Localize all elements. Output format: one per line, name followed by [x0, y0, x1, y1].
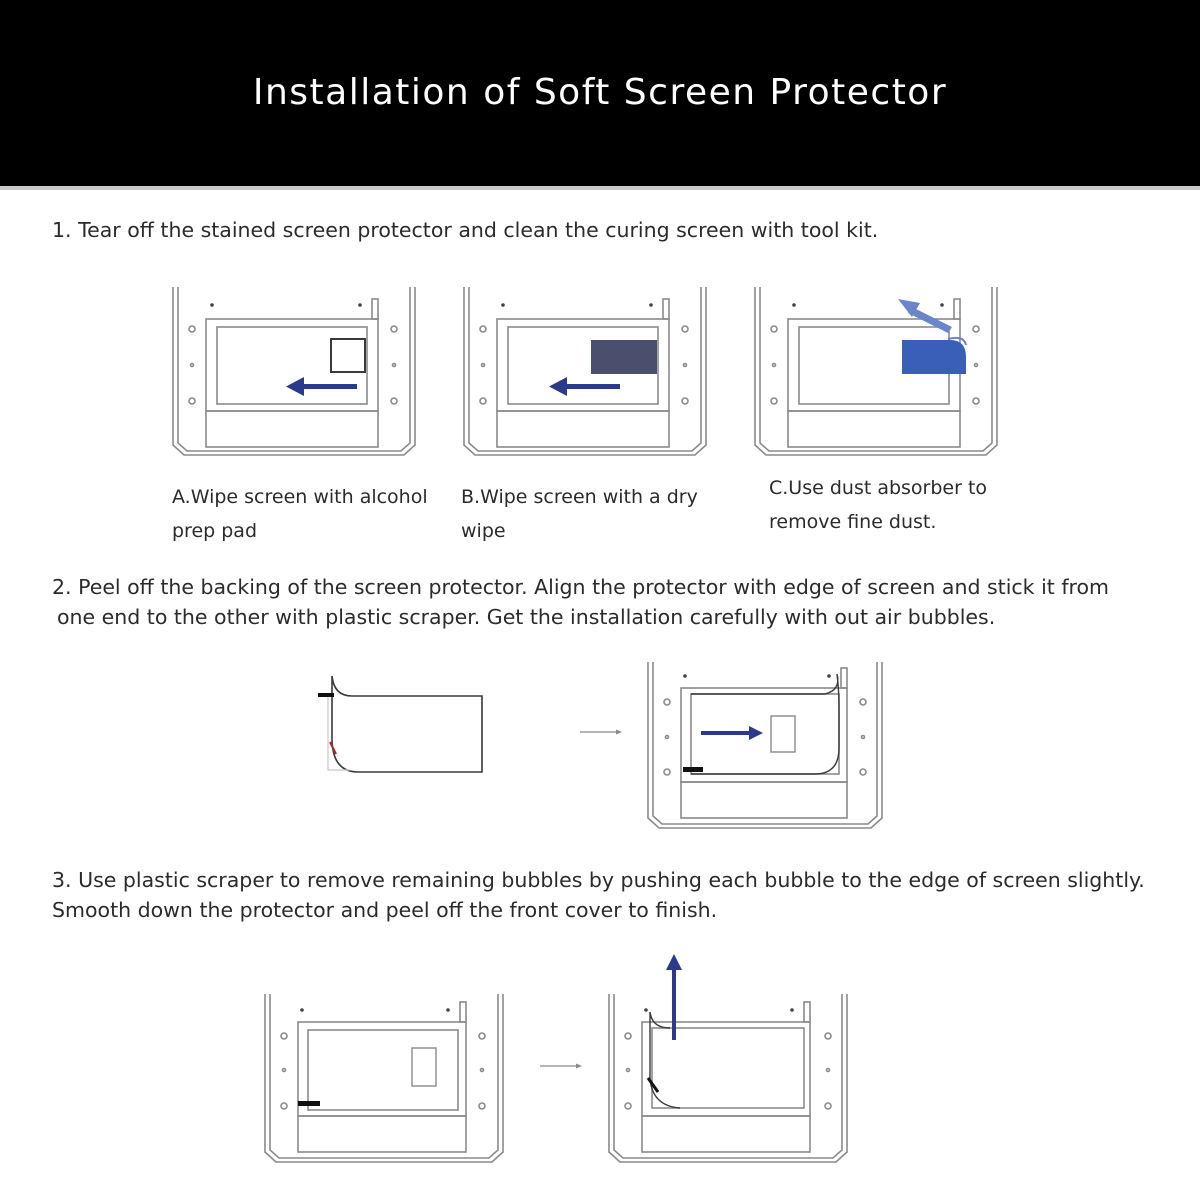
- page-title: Installation of Soft Screen Protector: [252, 72, 948, 113]
- caption-1a-line-2: prep pad: [172, 520, 258, 542]
- caption-1c-line-1: C.Use dust absorber to: [769, 477, 988, 499]
- step-2-separator-arrow: [578, 726, 624, 738]
- caption-1b-line-1: B.Wipe screen with a dry: [461, 486, 698, 508]
- caption-1c-line-2: remove fine dust.: [769, 511, 937, 533]
- step-1-text: 1. Tear off the stained screen protector and clean the curing screen with tool kit.: [52, 218, 879, 242]
- step-2-text-line-2: one end to the other with plastic scraper. Get the installation carefully with out air bubbles.: [57, 605, 996, 629]
- caption-1c: [769, 471, 987, 539]
- figure-3-remove-bubbles: [262, 992, 507, 1164]
- figure-1c-dust-absorber: [752, 285, 1002, 457]
- step-3-text-line-1: 3. Use plastic scraper to remove remaining bubbles by pushing each bubble to the edge of screen slightly.: [52, 868, 1145, 892]
- figure-3-peel-front-cover: [606, 950, 851, 1165]
- caption-1b: [461, 480, 698, 548]
- figure-2-protector-film: [310, 668, 490, 778]
- figure-1a-wipe-alcohol: [170, 285, 420, 457]
- figure-1b-wipe-dry: [461, 285, 711, 457]
- figure-2-align-protector: [645, 660, 885, 830]
- step-3-separator-arrow: [538, 1060, 584, 1072]
- step-2-text-line-1: 2. Peel off the backing of the screen protector. Align the protector with edge of screen and stick it from: [52, 575, 1110, 599]
- caption-1a: [172, 480, 428, 548]
- header-banner: [0, 0, 1200, 190]
- caption-1b-line-2: wipe: [461, 520, 506, 542]
- step-3-text-line-2: Smooth down the protector and peel off the front cover to finish.: [52, 898, 718, 922]
- caption-1a-line-1: A.Wipe screen with alcohol: [172, 486, 428, 508]
